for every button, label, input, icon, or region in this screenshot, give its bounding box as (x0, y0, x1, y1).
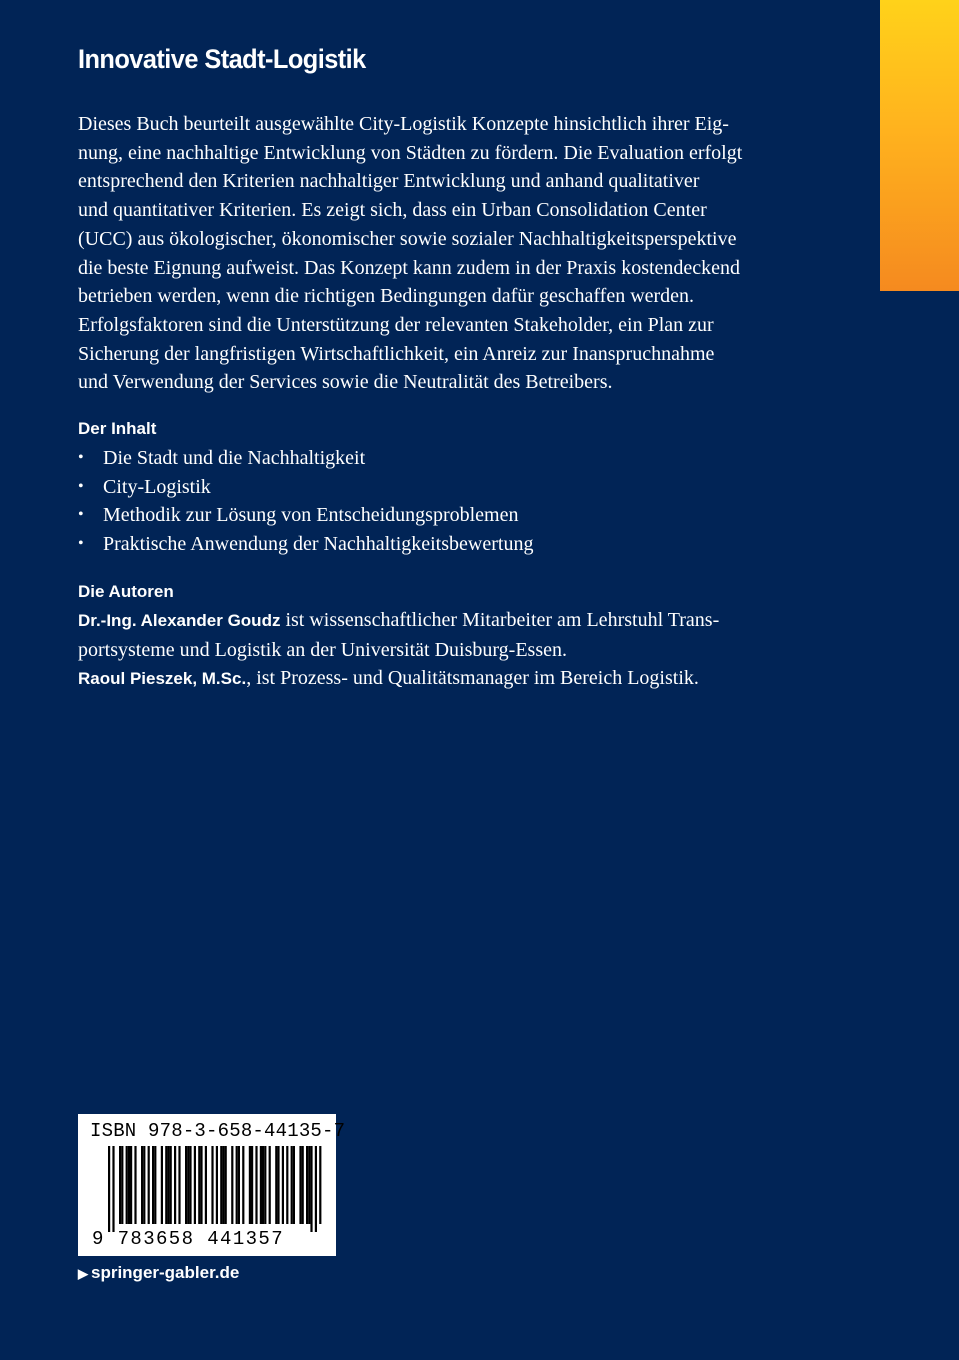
barcode-bar (194, 1146, 196, 1224)
author-1-line-continued: portsysteme und Logistik an der Universität Duisburg-Essen. (78, 638, 568, 661)
barcode-bar (205, 1146, 207, 1224)
author-1-line (78, 606, 808, 636)
isbn-barcode (78, 1114, 346, 1256)
barcode-bar (211, 1146, 213, 1224)
barcode-bar (200, 1146, 202, 1224)
barcode-bar (260, 1146, 262, 1224)
barcode-bar (231, 1146, 233, 1224)
barcode-bar (275, 1146, 277, 1224)
barcode-bar (277, 1146, 279, 1224)
barcode-bar (187, 1146, 189, 1224)
contents-heading: Der Inhalt (78, 419, 157, 438)
barcode-bar (308, 1146, 310, 1224)
barcode-bar (286, 1146, 288, 1224)
barcode-bar (141, 1146, 143, 1224)
barcode-bar (310, 1146, 312, 1232)
barcode-bar (119, 1146, 121, 1224)
isbn-label: ISBN 978-3-658-44135-7 (90, 1120, 346, 1142)
barcode-bar (134, 1146, 136, 1224)
barcode-bar (165, 1146, 167, 1224)
barcode-bar (293, 1146, 295, 1224)
bullet-icon: • (78, 477, 84, 495)
barcode-bar (128, 1146, 130, 1224)
description-line: und quantitativer Kriterien. Es zeigt sich, dass ein Urban Consolidation Center (78, 199, 707, 222)
publisher-link[interactable] (78, 1263, 239, 1283)
author-2-text: , ist Prozess- und Qualitätsmanager im Bereich Logistik. (246, 667, 699, 690)
barcode-bar (130, 1146, 132, 1224)
bullet-icon: • (78, 535, 84, 553)
publisher-url: springer-gabler.de (91, 1263, 240, 1282)
barcode-bar (269, 1146, 271, 1224)
barcode-bar (198, 1146, 200, 1224)
barcode-bar (126, 1146, 128, 1224)
barcode-bar (255, 1146, 257, 1224)
list-item (78, 530, 533, 559)
barcode-bar (185, 1146, 187, 1224)
barcode-bar (161, 1146, 163, 1224)
barcode-bar (167, 1146, 169, 1224)
barcode-bar (242, 1146, 244, 1224)
barcode-bar (251, 1146, 253, 1224)
description-line: Erfolgsfaktoren sind die Unterstützung der relevanten Stakeholder, ein Plan zur (78, 313, 714, 336)
barcode-bar (264, 1146, 266, 1224)
barcode-bar (174, 1146, 176, 1224)
barcode-bar (225, 1146, 227, 1224)
barcode-bar (143, 1146, 145, 1224)
barcode-bar (220, 1146, 222, 1224)
list-item-text: Die Stadt und die Nachhaltigkeit (103, 447, 366, 469)
list-item (78, 444, 533, 473)
list-item-text: City-Logistik (103, 475, 211, 498)
barcode-bar (282, 1146, 284, 1224)
description-line: die beste Eignung aufweist. Das Konzept kann zudem in der Praxis kostendeckend (78, 256, 741, 279)
description-line: Sicherung der langfristigen Wirtschaftlichkeit, ein Anreiz zur Inanspruchnahme (78, 342, 715, 365)
barcode-bar (306, 1146, 308, 1224)
description-line: entsprechend den Kriterien nachhaltiger Entwicklung und anhand qualitativer (78, 170, 700, 193)
book-description (78, 110, 798, 397)
barcode-bar (302, 1146, 304, 1224)
description-line: betrieben werden, wenn die richtigen Bedingungen dafür geschaffen werden. (78, 285, 695, 308)
author-2-name: Raoul Pieszek, M.Sc. (78, 669, 247, 689)
barcode-bar (112, 1146, 114, 1232)
author-1-name: Dr.-Ing. Alexander Goudz (78, 611, 281, 630)
barcode-bar (299, 1146, 301, 1224)
list-item-text: Praktische Anwendung der Nachhaltigkeitsbewertung (103, 533, 534, 556)
barcode-bar (216, 1146, 218, 1224)
author-2-line (78, 664, 808, 694)
barcode-bar (170, 1146, 172, 1224)
barcode-bar (222, 1146, 224, 1224)
barcode-bar (315, 1146, 317, 1232)
barcode-bar (121, 1146, 123, 1224)
barcode-bar (238, 1146, 240, 1224)
book-title: Innovative Stadt-Logistik (78, 44, 366, 74)
description-line: (UCC) aus ökologischer, ökonomischer sowie sozialer Nachhaltigkeitsperspektive (78, 227, 737, 250)
barcode-bar (236, 1146, 238, 1224)
barcode-bar (249, 1146, 251, 1224)
contents-list (78, 444, 533, 559)
barcode-bar (189, 1146, 191, 1224)
list-item (78, 501, 533, 530)
barcode-bar (291, 1146, 293, 1224)
list-item (78, 473, 533, 502)
bullet-icon: • (78, 506, 84, 524)
barcode-bar (154, 1146, 156, 1224)
authors-block (78, 606, 808, 694)
barcode-bar (148, 1146, 150, 1224)
barcode-bar (152, 1146, 154, 1224)
author-1-text: ist wissenschaftlicher Mitarbeiter am Lehrstuhl Trans- (280, 609, 720, 631)
arrow-right-icon: ▶ (78, 1266, 88, 1281)
barcode-bar (108, 1146, 110, 1232)
barcode-bar (319, 1146, 321, 1224)
ean-digits: 9 783658 441357 (92, 1228, 285, 1250)
authors-heading: Die Autoren (78, 582, 174, 601)
barcode-bar (262, 1146, 264, 1224)
bullet-icon: • (78, 449, 84, 466)
description-line: Dieses Buch beurteilt ausgewählte City-Logistik Konzepte hinsichtlich ihrer Eig- (78, 113, 729, 135)
list-item-text: Methodik zur Lösung von Entscheidungsproblemen (103, 504, 519, 527)
description-line: und Verwendung der Services sowie die Neutralität des Betreibers. (78, 371, 613, 394)
barcode-bar (178, 1146, 180, 1224)
accent-bar (880, 0, 959, 291)
description-line: nung, eine nachhaltige Entwicklung von Städten zu fördern. Die Evaluation erfolgt (78, 141, 743, 164)
